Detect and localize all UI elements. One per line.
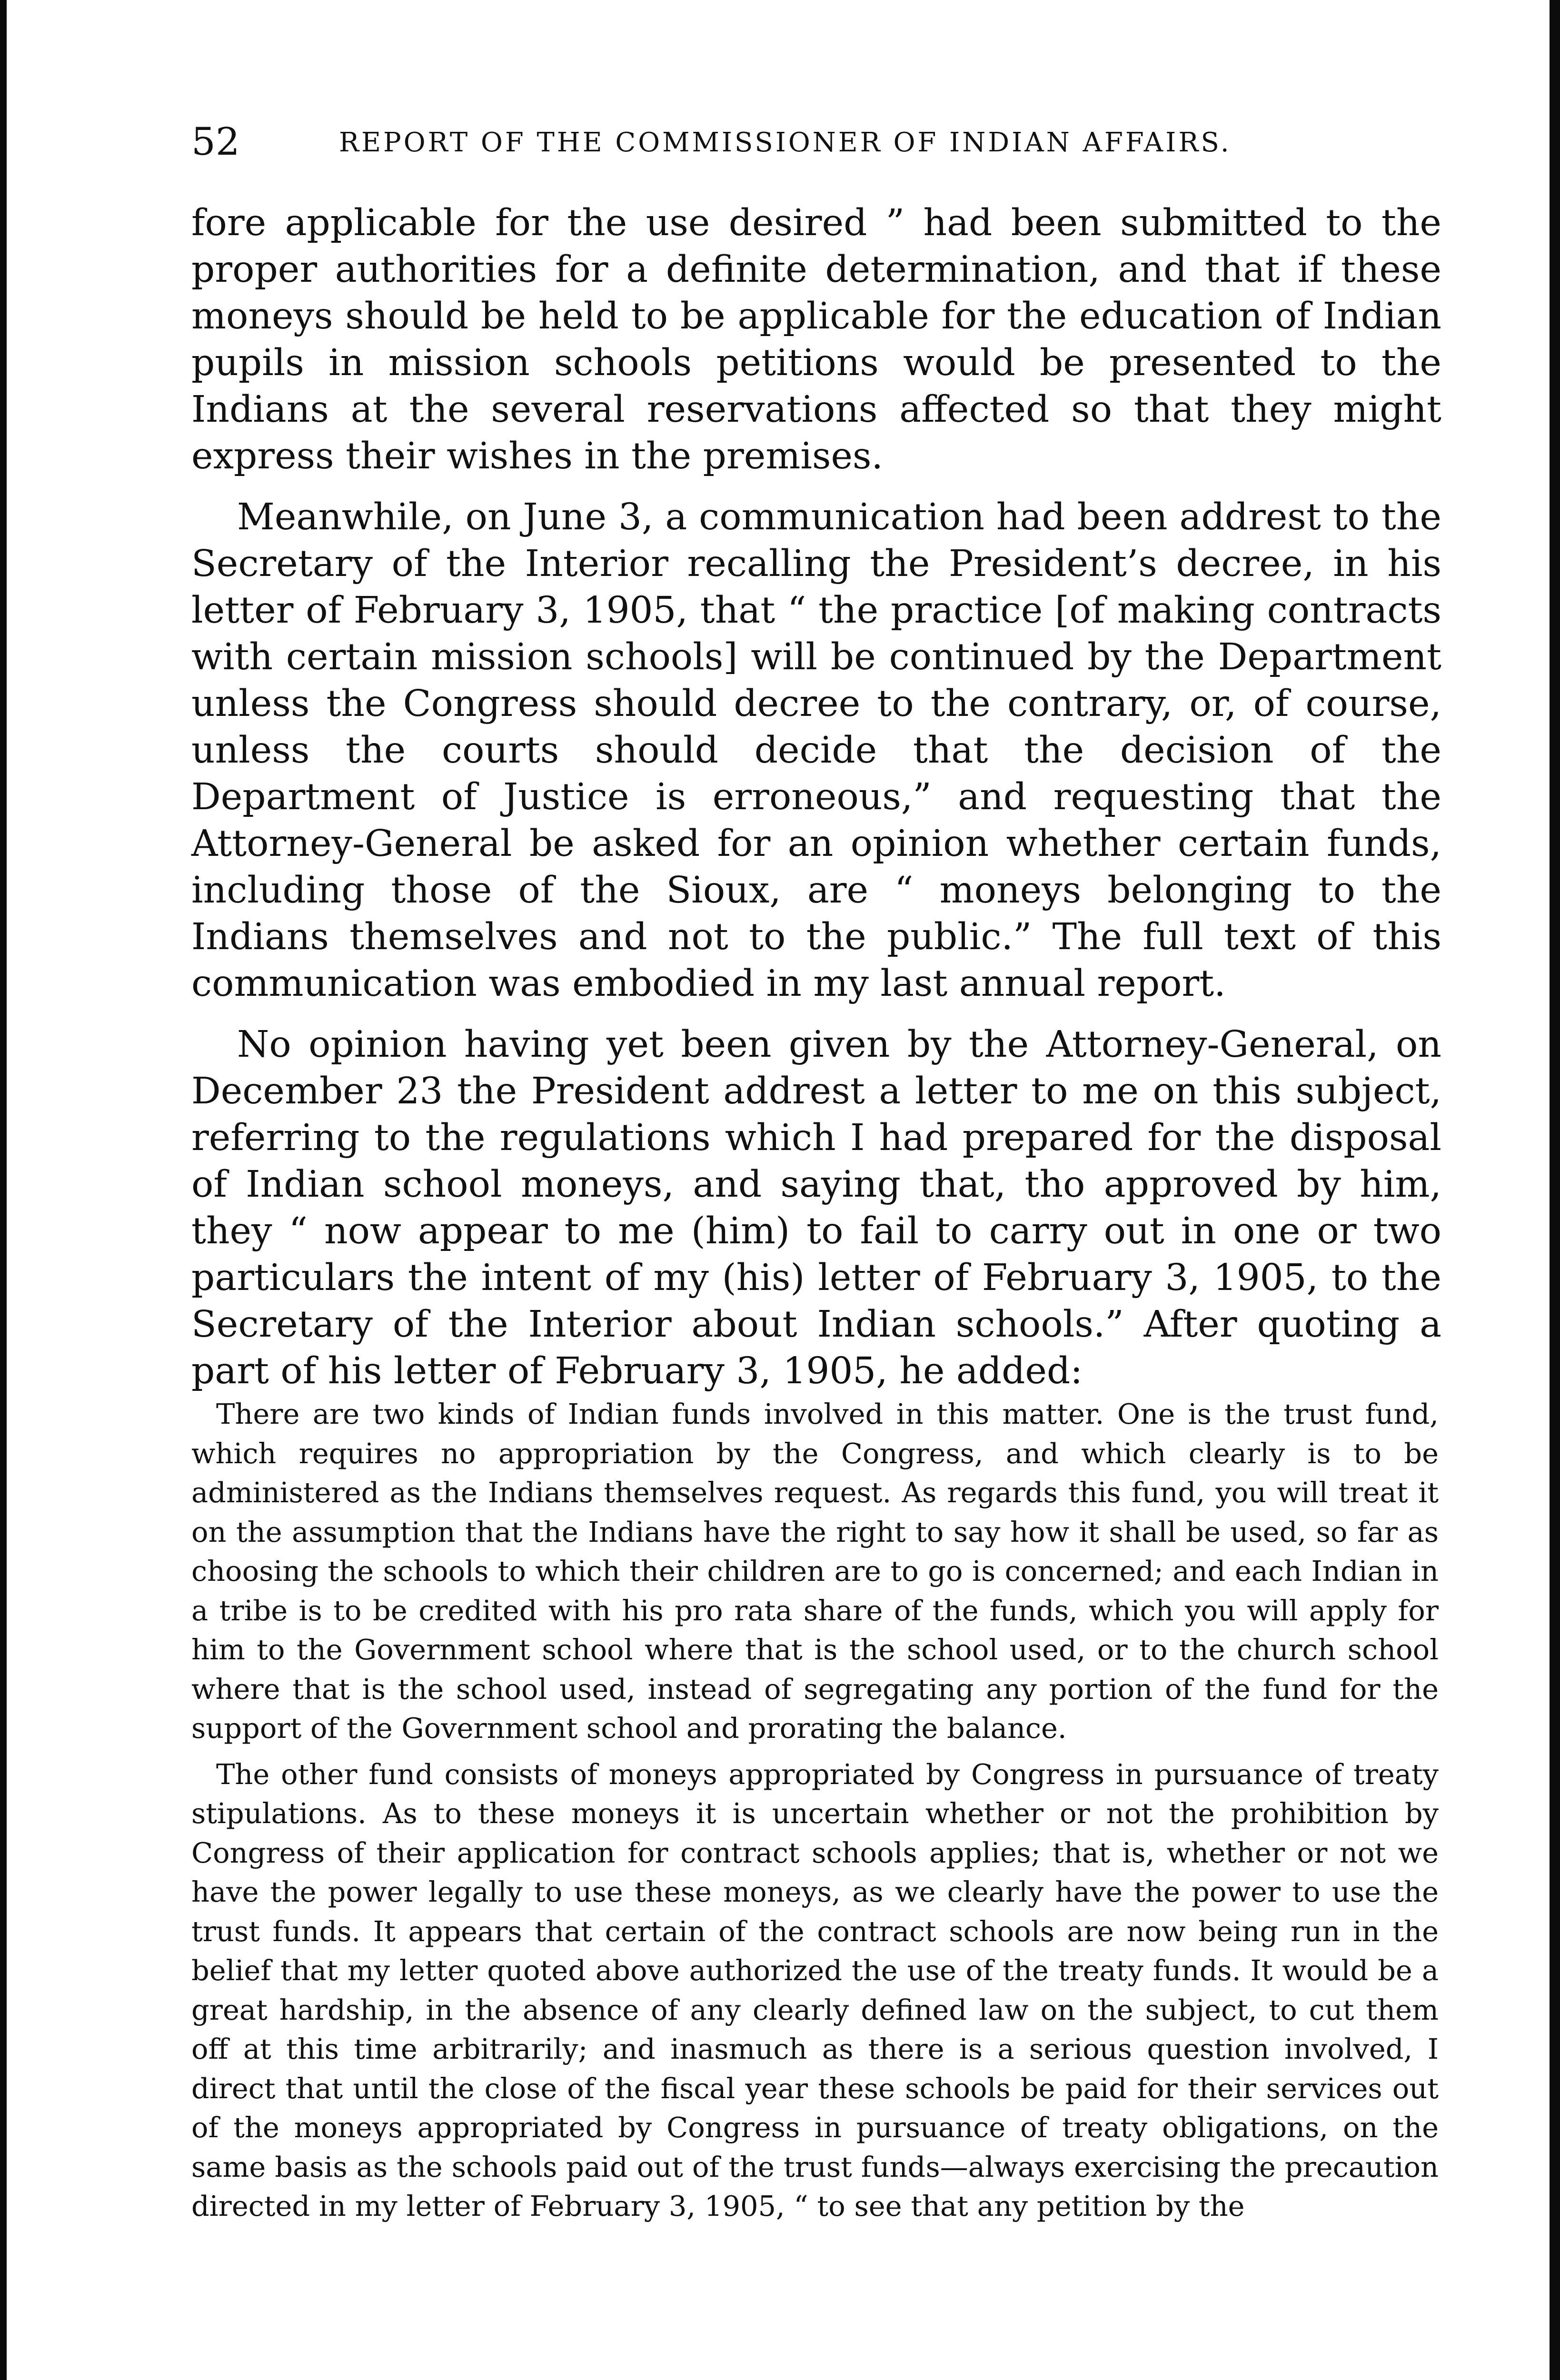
page-number: 52: [191, 119, 240, 164]
scan-border-left: [0, 0, 7, 2380]
scan-border-right: [1550, 0, 1560, 2380]
body-paragraph-1: fore applicable for the use desired ” had been submitted to the proper authorities for a definite determination, and that if these moneys should be held to be applicable for the education of Indian pupils in mission schools petitions would be presented to the Indians at the several reservations affected so that they might express their wishes in the premises.: [191, 202, 1441, 477]
quote-paragraph-1: There are two kinds of Indian funds involved in this matter. One is the trust fund, which requires no appropriation by the Congress, and which clearly is to be administered as the Indians themselves request. As regards this fund, you will treat it on the assumption that the Indians have the right to say how it shall be used, so far as choosing the schools to which their children are to go is concerned; and each Indian in a tribe is to be credited with his pro rata share of the funds, which you will apply for him to the Government school where that is the school used, or to the church school where that is the school used, instead of segregating any portion of the fund for the support of the Government school and prorating the balance.: [191, 1398, 1439, 1745]
running-head-title: REPORT OF THE COMMISSIONER OF INDIAN AFFAIRS.: [339, 127, 1232, 158]
main-body-text: [191, 200, 1441, 1409]
body-paragraph-3: No opinion having yet been given by the Attorney-General, on December 23 the President addrest a letter to me on this subject, referring to the regulations which I had prepared for the disposal of Indian school moneys, and saying that, tho approved by him, they “ now appear to me (him) to fail to carry out in one or two particulars the intent of my (his) letter of February 3, 1905, to the Secretary of the Interior about Indian schools.” After quoting a part of his letter of February 3, 1905, he added:: [191, 1023, 1441, 1392]
running-head: [191, 118, 1439, 166]
block-quote: [191, 1395, 1439, 2233]
body-paragraph-2: Meanwhile, on June 3, a communication had been addrest to the Secretary of the Interior recalling the President’s decree, in his letter of February 3, 1905, that “ the practice [of making contracts with certain mission schools] will be continued by the Department unless the Congress should decree to the contrary, or, of course, unless the courts should decide that the decision of the Department of Justice is erroneous,” and requesting that the Attorney-General be asked for an opinion whether certain funds, including those of the Sioux, are “ moneys belonging to the Indians themselves and not to the public.” The full text of this communication was embodied in my last annual report.: [191, 496, 1441, 1005]
quote-paragraph-2: The other fund consists of moneys appropriated by Congress in pursuance of treaty stipulations. As to these moneys it is uncertain whether or not the prohibition by Congress of their application for contract schools applies; that is, whether or not we have the power legally to use these moneys, as we clearly have the power to use the trust funds. It appears that certain of the contract schools are now being run in the belief that my letter quoted above authorized the use of the treaty funds. It would be a great hardship, in the absence of any clearly defined law on the subject, to cut them off at this time arbitrarily; and inasmuch as there is a serious question involved, I direct that until the close of the fiscal year these schools be paid for their services out of the moneys appropriated by Congress in pursuance of treaty obligations, on the same basis as the schools paid out of the trust funds—always exercising the precaution directed in my letter of February 3, 1905, “ to see that any petition by the: [191, 1757, 1439, 2222]
